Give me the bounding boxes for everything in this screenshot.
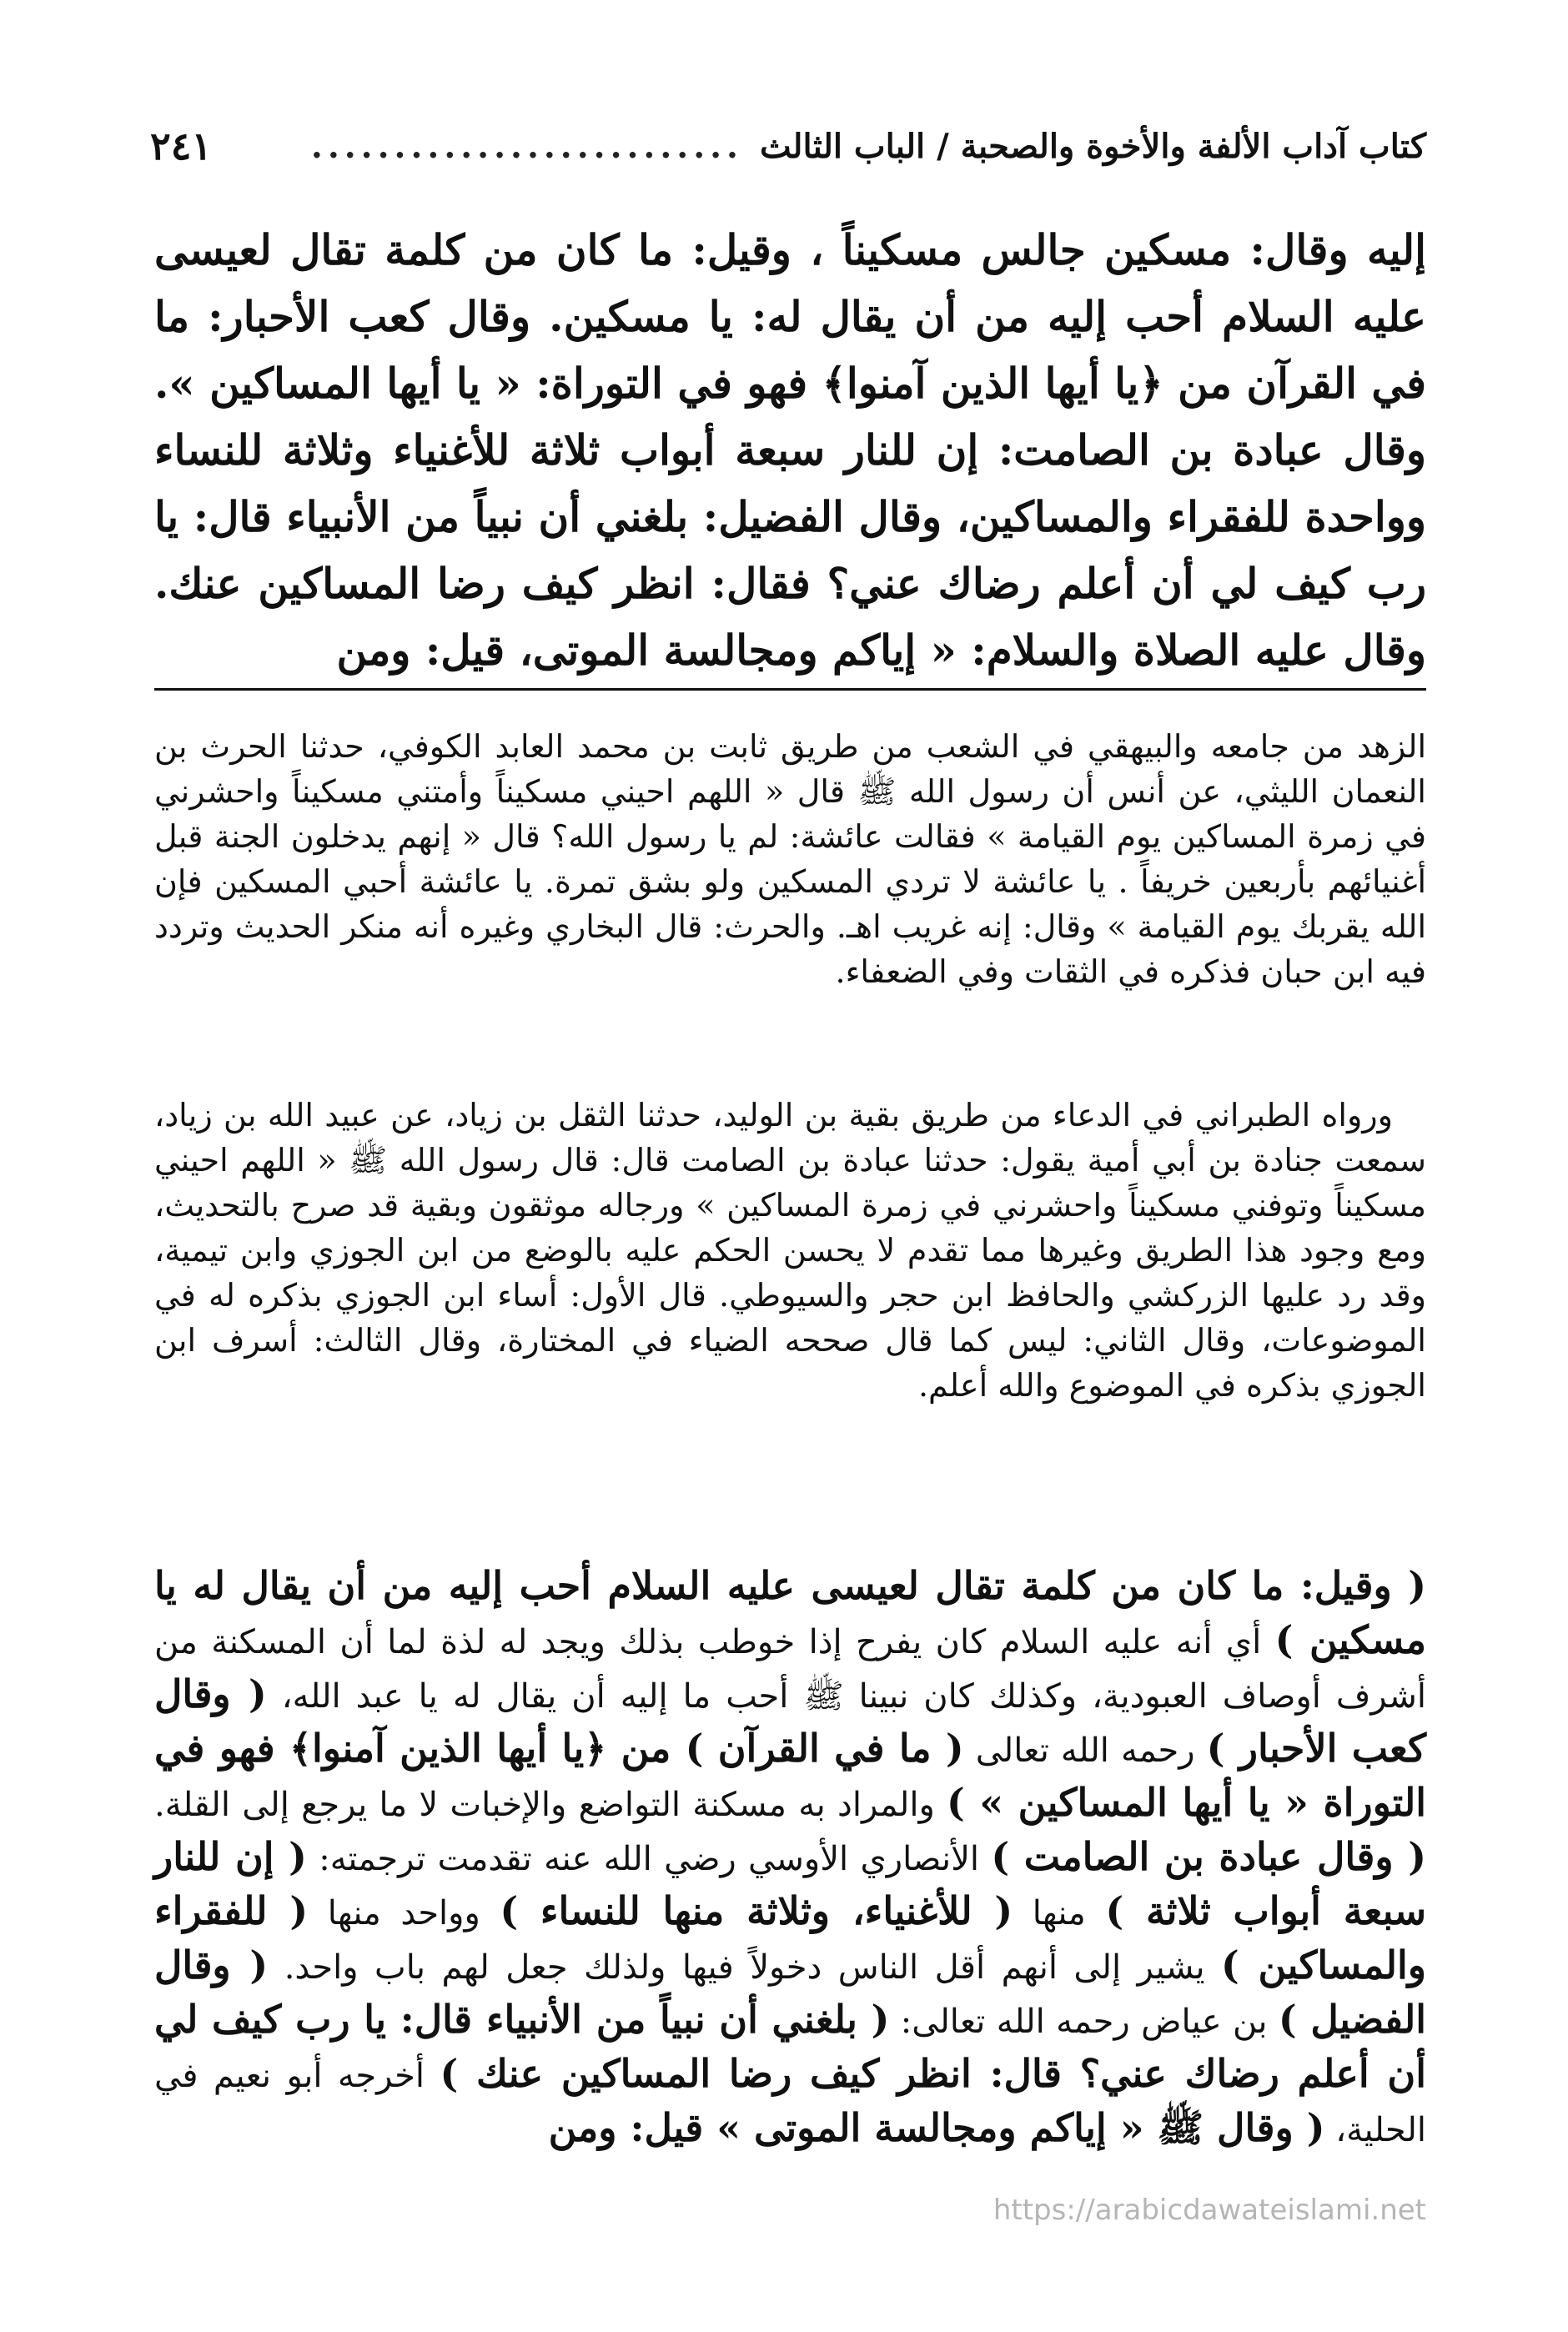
commentary-explanation: أي أنه عليه السلام كان يفرح إذا خوطب بذلك ويجد له لذة لما أن المسكنة من أشرف أوصاف العبودية، وكذلك كان نبينا ﷺ أحب ما إليه أن يقال له يا عبد الله،: [154, 1623, 1427, 1716]
commentary-explanation: الأنصاري الأوسي رضي الله عنه تقدمت ترجمته:: [306, 1840, 992, 1878]
commentary-quoted-text: ( وقال الفضيل ): [154, 1942, 1427, 2042]
commentary-explanation: أخرجه أبو نعيم في الحلية،: [154, 2057, 1426, 2149]
commentary-explanation: بن عياض رحمه الله تعالى:: [889, 2003, 1279, 2041]
commentary-quoted-text: ( بلغني أن نبياً من الأنبياء قال: يا رب كيف لي أن أعلم رضاك عني؟ قال: انظر كيف رضا المساكين عنك ): [154, 1997, 1426, 2096]
commentary-quoted-text: ( ما في القرآن ) من ﴿يا أيها الذين آمنوا﴾ فهو في التوراة « يا أيها المساكين » ): [154, 1726, 1427, 1825]
commentary-quoted-text: ( للفقراء والمساكين ): [154, 1888, 1427, 1988]
commentary-explanation: رحمه الله تعالى: [963, 1731, 1207, 1770]
running-header-dots: ..........................: [310, 126, 743, 166]
footnote-divider: [154, 688, 1426, 691]
footnote-paragraph: ورواه الطبراني في الدعاء من طريق بقية بن الوليد، حدثنا الثقل بن زياد، عن عبيد الله بن زياد، سمعت جنادة بن أبي أمية يقول: حدثنا عبادة بن الصامت قال: قال رسول الله ﷺ « اللهم احيني مسكيناً وتوفني مسكيناً واحشرني في زمرة المساكين » ورجاله موثقون وبقية قد صرح بالتحديث، ومع وجود هذا الطريق وغيرها مما تقدم لا يحسن الحكم عليه بالوضع من ابن الجوزي وابن تيمية، وقد رد عليها الزركشي والحافظ ابن حجر والسيوطي. قال الأول: أساء ابن الجوزي بذكره له في الموضوعات، وقال الثاني: ليس كما قال صححه الضياء في المختارة، وقال الثالث: أسرف ابن الجوزي بذكره في الموضوع والله أعلم.: [154, 1097, 1426, 1404]
commentary-quoted-text: ( وقال عبادة بن الصامت ): [991, 1834, 1426, 1879]
commentary-quoted-text: ( وقال كعب الأحبار ): [154, 1671, 1426, 1771]
commentary-explanation: يشير إلى أنهم أقل الناس دخولاً فيها ولذلك جعل لهم باب واحد.: [268, 1948, 1221, 1987]
running-header-title: كتاب آداب الألفة والأخوة والصحبة / الباب الثالث: [759, 126, 1426, 166]
page-number: ٢٤١: [150, 123, 213, 168]
commentary-explanation: والمراد به مسكنة التواضع والإخبات لا ما يرجع إلى القلة.: [154, 1786, 947, 1824]
commentary-quoted-text: ( للأغنياء، وثلاثة منها للنساء ): [500, 1888, 1013, 1933]
commentary-quoted-text: ( وقيل: ما كان من كلمة تقال لعيسى عليه السلام أحب إليه من أن يقال له يا مسكين ): [154, 1563, 1427, 1662]
watermark-url: https://arabicdawateislami.net: [993, 2194, 1426, 2227]
commentary-explanation: وواحد منها: [308, 1894, 500, 1932]
commentary-quoted-text: ( إن للنار سبعة أبواب ثلاثة ): [154, 1834, 1427, 1933]
footnote-paragraph: الزهد من جامعه والبيهقي في الشعب من طريق ثابت بن محمد العابد الكوفي، حدثنا الحرث بن النعمان الليثي، عن أنس أن رسول الله ﷺ قال « اللهم احيني مسكيناً وأمتني مسكيناً واحشرني في زمرة المساكين يوم القيامة » فقالت عائشة: لم يا رسول الله؟ قال « إنهم يدخلون الجنة قبل أغنيائهم بأربعين خريفاً . يا عائشة لا تردي المسكين ولو بشق تمرة. يا عائشة أحبي المسكين فإن الله يقربك يوم القيامة » وقال: إنه غريب اهـ. والحرث: قال البخاري وغيره أنه منكر الحديث وتردد فيه ابن حبان فذكره في الثقات وفي الضعفاء.: [154, 728, 1426, 990]
running-header: [150, 117, 1426, 175]
main-text: إليه وقال: مسكين جالس مسكيناً ، وقيل: ما كان من كلمة تقال لعيسى عليه السلام أحب إليه من أن يقال له: يا مسكين. وقال كعب الأحبار: ما في القرآن من ﴿يا أيها الذين آمنوا﴾ فهو في التوراة: « يا أيها المساكين ». وقال عبادة بن الصامت: إن للنار سبعة أبواب ثلاثة للأغنياء وثلاثة للنساء وواحدة للفقراء والمساكين، وقال الفضيل: بلغني أن نبياً من الأنبياء قال: يا رب كيف لي أن أعلم رضاك عني؟ فقال: انظر كيف رضا المساكين عنك. وقال عليه الصلاة والسلام: « إياكم ومجالسة الموتى، قيل: ومن: [154, 225, 1426, 675]
commentary-text: [154, 1560, 1426, 2156]
commentary-quoted-text: ( وقال ﷺ « إياكم ومجالسة الموتى » قيل: ومن: [548, 2105, 1325, 2150]
commentary-explanation: منها: [1013, 1894, 1106, 1932]
